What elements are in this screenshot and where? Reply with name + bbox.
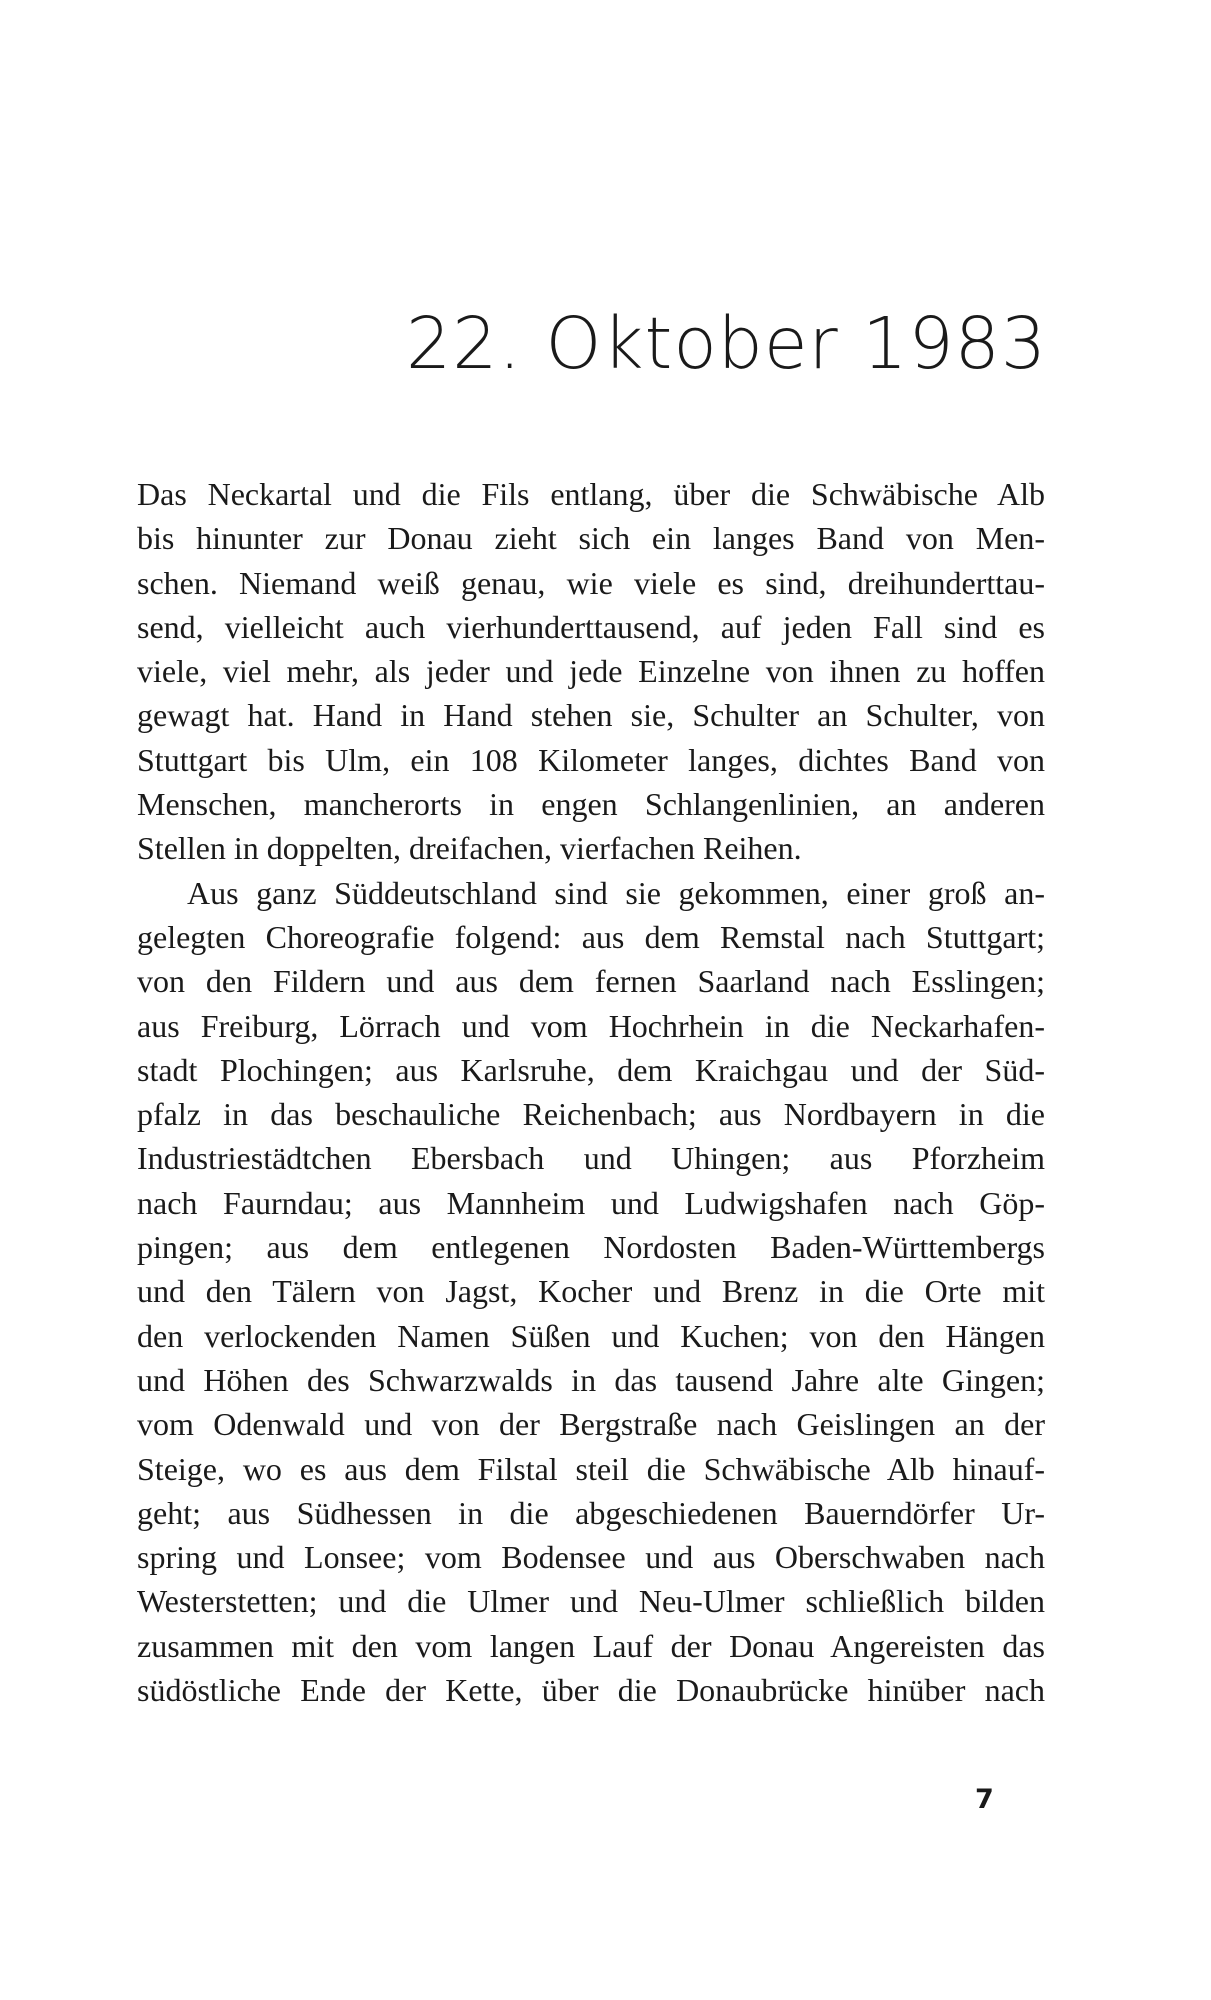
text-line: von den Fildern und aus dem fernen Saarland nach Esslingen; [137, 963, 1045, 1000]
text-line: geht; aus Südhessen in die abgeschiedenen Bauerndörfer Ur- [137, 1494, 1045, 1531]
text-line: viele, viel mehr, als jeder und jede Einzelne von ihnen zu hoffen [137, 653, 1045, 690]
text-line: aus Freiburg, Lörrach und vom Hochrhein in die Neckarhafen- [137, 1007, 1045, 1044]
text-line: pingen; aus dem entlegenen Nordosten Baden-Württembergs [137, 1229, 1045, 1266]
text-line: send, vielleicht auch vierhunderttausend, auf jeden Fall sind es [137, 608, 1045, 645]
text-line: stadt Plochingen; aus Karlsruhe, dem Kraichgau und der Süd- [137, 1051, 1045, 1088]
paragraph-2 [137, 871, 1045, 1713]
text-line: Steige, wo es aus dem Filstal steil die Schwäbische Alb hinauf- [137, 1450, 1045, 1487]
text-line: und den Tälern von Jagst, Kocher und Brenz in die Orte mit [137, 1273, 1045, 1310]
paragraph-1 [137, 472, 1045, 871]
body-text [137, 472, 1045, 1712]
text-line: nach Faurndau; aus Mannheim und Ludwigshafen nach Göp- [137, 1184, 1045, 1221]
text-line: pfalz in das beschauliche Reichenbach; aus Nordbayern in die [137, 1096, 1045, 1133]
text-line: südöstliche Ende der Kette, über die Donaubrücke hinüber nach [137, 1672, 1045, 1709]
text-line: bis hinunter zur Donau zieht sich ein langes Band von Men- [137, 520, 1045, 557]
text-line: Das Neckartal und die Fils entlang, über die Schwäbische Alb [137, 476, 1045, 512]
text-line: vom Odenwald und von der Bergstraße nach Geislingen an der [137, 1406, 1045, 1443]
text-line: zusammen mit den vom langen Lauf der Donau Angereisten das [137, 1627, 1045, 1664]
text-line: gewagt hat. Hand in Hand stehen sie, Schulter an Schulter, von [137, 697, 1045, 734]
text-line: Menschen, mancherorts in engen Schlangenlinien, an anderen [137, 786, 1045, 823]
text-line: den verlockenden Namen Süßen und Kuchen; von den Hängen [137, 1317, 1045, 1354]
chapter-title: 22. Oktober 1983 [406, 302, 1047, 385]
text-line: Industriestädtchen Ebersbach und Uhingen; aus Pforzheim [137, 1140, 1045, 1177]
text-line: spring und Lonsee; vom Bodensee und aus Oberschwaben nach [137, 1539, 1045, 1576]
text-line: und Höhen des Schwarzwalds in das tausend Jahre alte Gingen; [137, 1361, 1045, 1398]
text-line: Stuttgart bis Ulm, ein 108 Kilometer langes, dichtes Band von [137, 741, 1045, 778]
text-line: gelegten Choreografie folgend: aus dem Remstal nach Stuttgart; [137, 918, 1045, 955]
text-line: Aus ganz Süddeutschland sind sie gekommen, einer groß an- [187, 874, 1045, 911]
page-number: 7 [975, 1784, 994, 1815]
text-line: schen. Niemand weiß genau, wie viele es sind, dreihunderttau- [137, 564, 1045, 601]
text-line: Stellen in doppelten, dreifachen, vierfachen Reihen. [137, 830, 802, 867]
text-line: Westerstetten; und die Ulmer und Neu-Ulmer schließlich bilden [137, 1583, 1045, 1620]
